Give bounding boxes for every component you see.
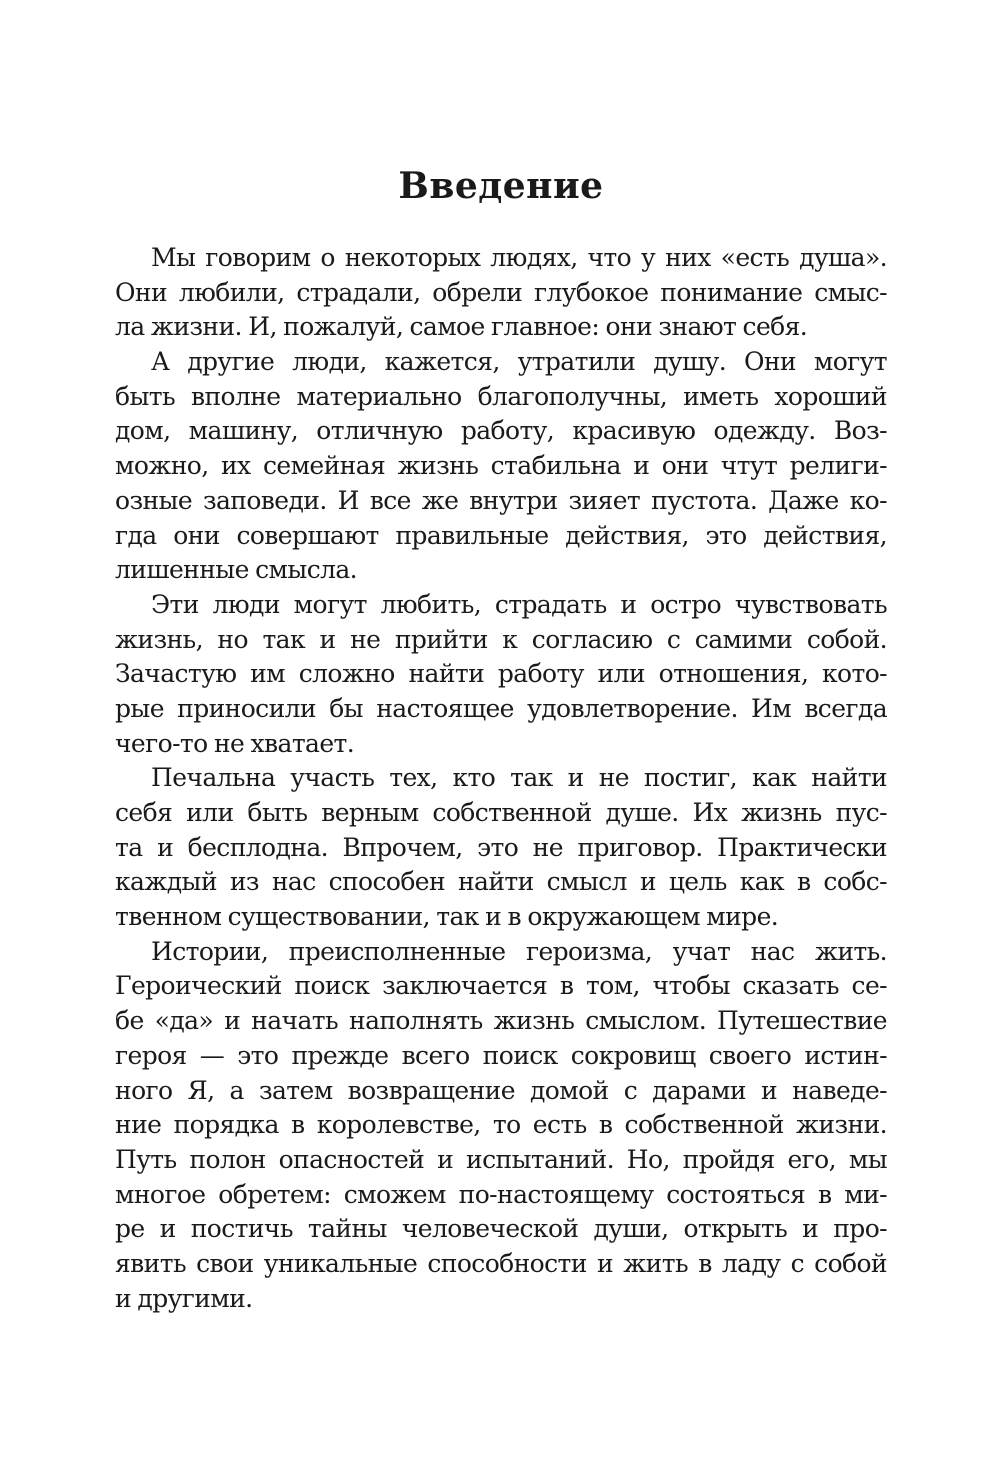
text-line: твенном существовании, так и в окружающем мире. — [115, 902, 779, 932]
text-line: быть вполне материально благополучны, иметь хороший — [115, 381, 887, 411]
text-line: можно, их семейная жизнь стабильна и они чтут религи- — [115, 451, 887, 481]
text-line: Путь полон опасностей и испытаний. Но, пройдя его, мы — [115, 1144, 887, 1174]
text-line: дом, машину, отличную работу, красивую одежду. Воз- — [115, 416, 887, 446]
text-line: Мы говорим о некоторых людях, что у них «есть душа». — [151, 243, 887, 272]
text-line: и другими. — [115, 1283, 253, 1313]
text-line: Печальна участь тех, кто так и не постиг, как найти — [151, 763, 887, 793]
text-line: та и бесплодна. Впрочем, это не приговор. Практически — [115, 832, 887, 862]
text-line: каждый из нас способен найти смысл и цель как в собс- — [115, 867, 887, 897]
text-line: лишенные смысла. — [115, 555, 358, 585]
text-line: ние порядка в королевстве, то есть в собственной жизни. — [115, 1110, 887, 1140]
chapter-title: Введение — [398, 165, 604, 207]
text-line: бе «да» и начать наполнять жизнь смыслом. Путешествие — [115, 1006, 887, 1036]
text-line: ного Я, а затем возвращение домой с дарами и наведе- — [115, 1075, 887, 1105]
text-line: ре и постичь тайны человеческой души, открыть и про- — [115, 1214, 887, 1244]
text-line: многое обретем: сможем по-настоящему состояться в ми- — [115, 1179, 887, 1209]
text-line: явить свои уникальные способности и жить в ладу с собой — [115, 1248, 887, 1278]
text-line: Истории, преисполненные героизма, учат нас жить. — [151, 936, 887, 966]
book-page — [115, 0, 887, 1472]
text-line: озные заповеди. И все же внутри зияет пустота. Даже ко- — [115, 485, 887, 515]
text-line: Эти люди могут любить, страдать и остро чувствовать — [151, 589, 887, 619]
text-line: А другие люди, кажется, утратили душу. Они могут — [151, 347, 887, 377]
text-line: чего-то не хватает. — [115, 728, 355, 758]
text-line: ла жизни. И, пожалуй, самое главное: они знают себя. — [115, 312, 808, 342]
text-line: героя — это прежде всего поиск сокровищ своего истин- — [115, 1040, 887, 1070]
text-line: жизнь, но так и не прийти к согласию с самими собой. — [115, 624, 887, 654]
text-line: Зачастую им сложно найти работу или отношения, кото- — [115, 659, 887, 689]
text-line: рые приносили бы настоящее удовлетворение. Им всегда — [115, 693, 887, 723]
text-line: Героический поиск заключается в том, чтобы сказать се- — [115, 971, 887, 1001]
text-line: Они любили, страдали, обрели глубокое понимание смыс- — [115, 277, 887, 307]
text-line: себя или быть верным собственной душе. Их жизнь пус- — [115, 798, 887, 827]
text-line: гда они совершают правильные действия, это действия, — [115, 520, 887, 550]
chapter-body — [115, 241, 887, 1316]
